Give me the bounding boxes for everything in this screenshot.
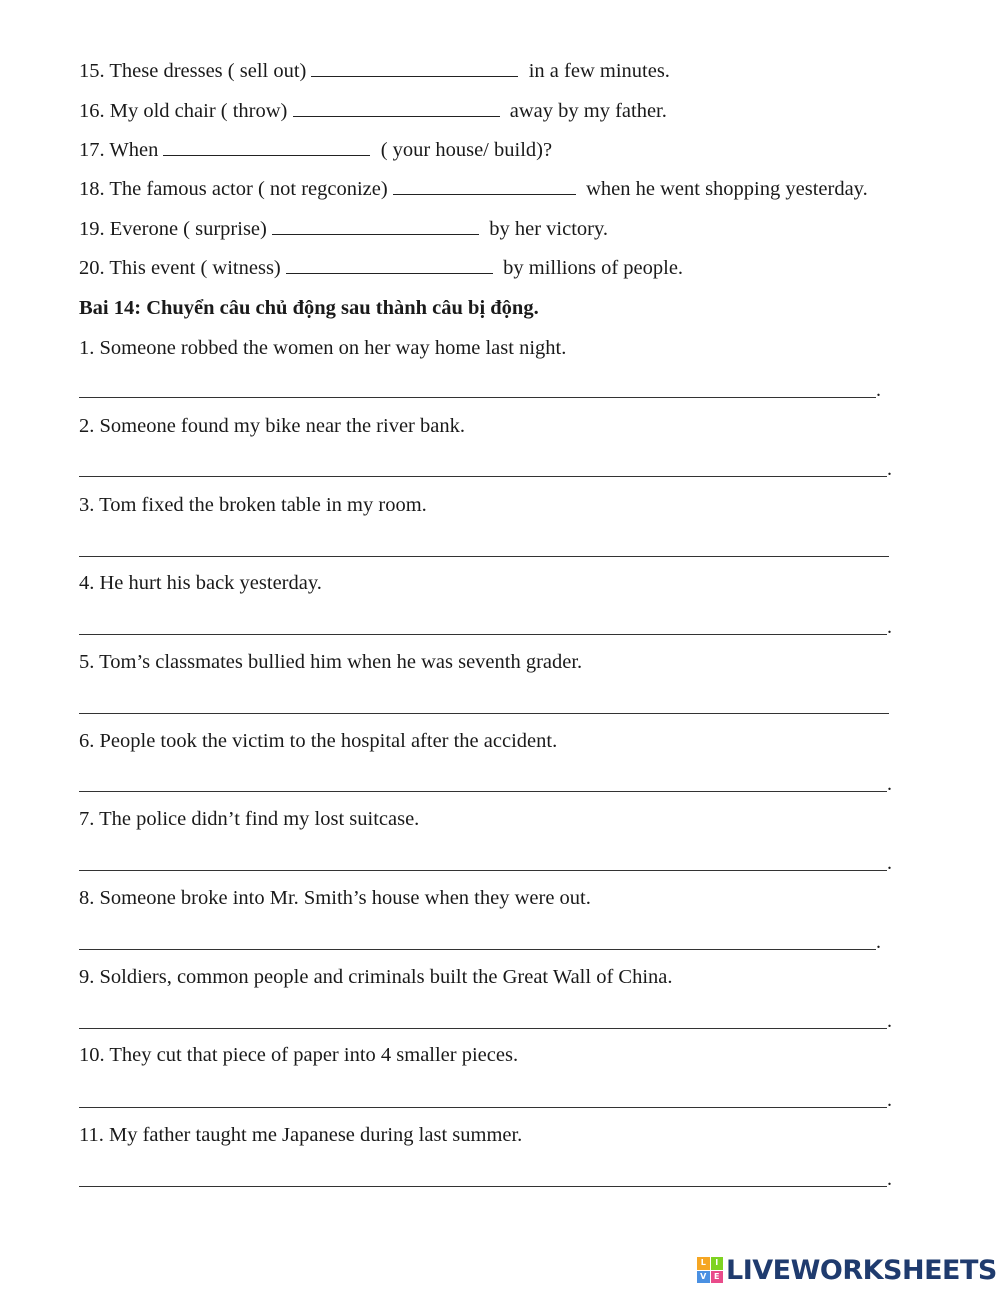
answer-end-mark: . [876,379,881,401]
answer-blank[interactable] [311,59,518,77]
answer-blank[interactable] [293,99,500,117]
fill-in-prefix: 19. Everone ( surprise) [79,218,272,240]
answer-line-2[interactable] [79,475,887,477]
answer-end-mark: . [887,1010,892,1032]
fill-in-item-18 [79,177,868,201]
fill-in-item-19 [79,217,608,241]
answer-blank[interactable] [393,177,576,195]
answer-end-mark: . [887,1089,892,1111]
answer-end-mark: . [887,1168,892,1190]
question-2: 2. Someone found my bike near the river bank. [79,415,465,437]
fill-in-item-17 [79,138,552,162]
fill-in-prefix: 15. These dresses ( sell out) [79,60,312,82]
liveworksheets-logo-icon [697,1257,723,1283]
answer-blank[interactable] [272,217,479,235]
answer-end-mark: . [887,773,892,795]
section-title: Bai 14: Chuyển câu chủ động sau thành câu bị động. [79,297,539,319]
fill-in-prefix: 16. My old chair ( throw) [79,100,293,122]
fill-in-suffix: when he went shopping yesterday. [575,178,868,200]
fill-in-prefix: 18. The famous actor ( not regconize) [79,178,393,200]
question-6: 6. People took the victim to the hospital after the accident. [79,730,558,752]
logo-text: LIVEWORKSHEETS [726,1254,997,1286]
logo-tile-l: L [697,1257,710,1270]
question-10: 10. They cut that piece of paper into 4 smaller pieces. [79,1044,519,1066]
answer-line-4[interactable] [79,633,887,635]
fill-in-prefix: 17. When [79,139,164,161]
answer-end-mark: . [887,616,892,638]
fill-in-item-16 [79,99,667,123]
fill-in-suffix: by her victory. [478,218,609,240]
answer-line-3[interactable] [79,555,889,557]
fill-in-suffix: by millions of people. [492,257,684,279]
answer-line-5[interactable] [79,712,889,714]
logo-tile-i: I [711,1257,724,1270]
answer-end-mark: . [887,852,892,874]
fill-in-suffix: in a few minutes. [518,60,670,82]
answer-line-8[interactable] [79,948,876,950]
question-3: 3. Tom fixed the broken table in my room. [79,494,427,516]
question-8: 8. Someone broke into Mr. Smith’s house when they were out. [79,887,591,909]
answer-end-mark: . [876,931,881,953]
answer-line-10[interactable] [79,1106,887,1108]
answer-blank[interactable] [286,256,493,274]
fill-in-item-20 [79,256,683,280]
answer-line-1[interactable] [79,396,876,398]
fill-in-suffix: away by my father. [499,100,667,122]
question-4: 4. He hurt his back yesterday. [79,572,322,594]
answer-line-6[interactable] [79,790,887,792]
question-1: 1. Someone robbed the women on her way home last night. [79,337,567,359]
answer-blank[interactable] [163,138,370,156]
answer-line-7[interactable] [79,869,887,871]
answer-line-11[interactable] [79,1185,887,1187]
logo-tile-v: V [697,1271,710,1284]
question-5: 5. Tom’s classmates bullied him when he was seventh grader. [79,651,583,673]
question-7: 7. The police didn’t find my lost suitcase. [79,808,420,830]
fill-in-prefix: 20. This event ( witness) [79,257,286,279]
fill-in-item-15 [79,59,670,83]
logo-tile-e: E [711,1271,724,1284]
answer-line-9[interactable] [79,1027,887,1029]
liveworksheets-logo [697,1255,997,1285]
question-9: 9. Soldiers, common people and criminals built the Great Wall of China. [79,966,673,988]
fill-in-suffix: ( your house/ build)? [370,139,553,161]
answer-end-mark: . [887,458,892,480]
question-11: 11. My father taught me Japanese during last summer. [79,1124,523,1146]
